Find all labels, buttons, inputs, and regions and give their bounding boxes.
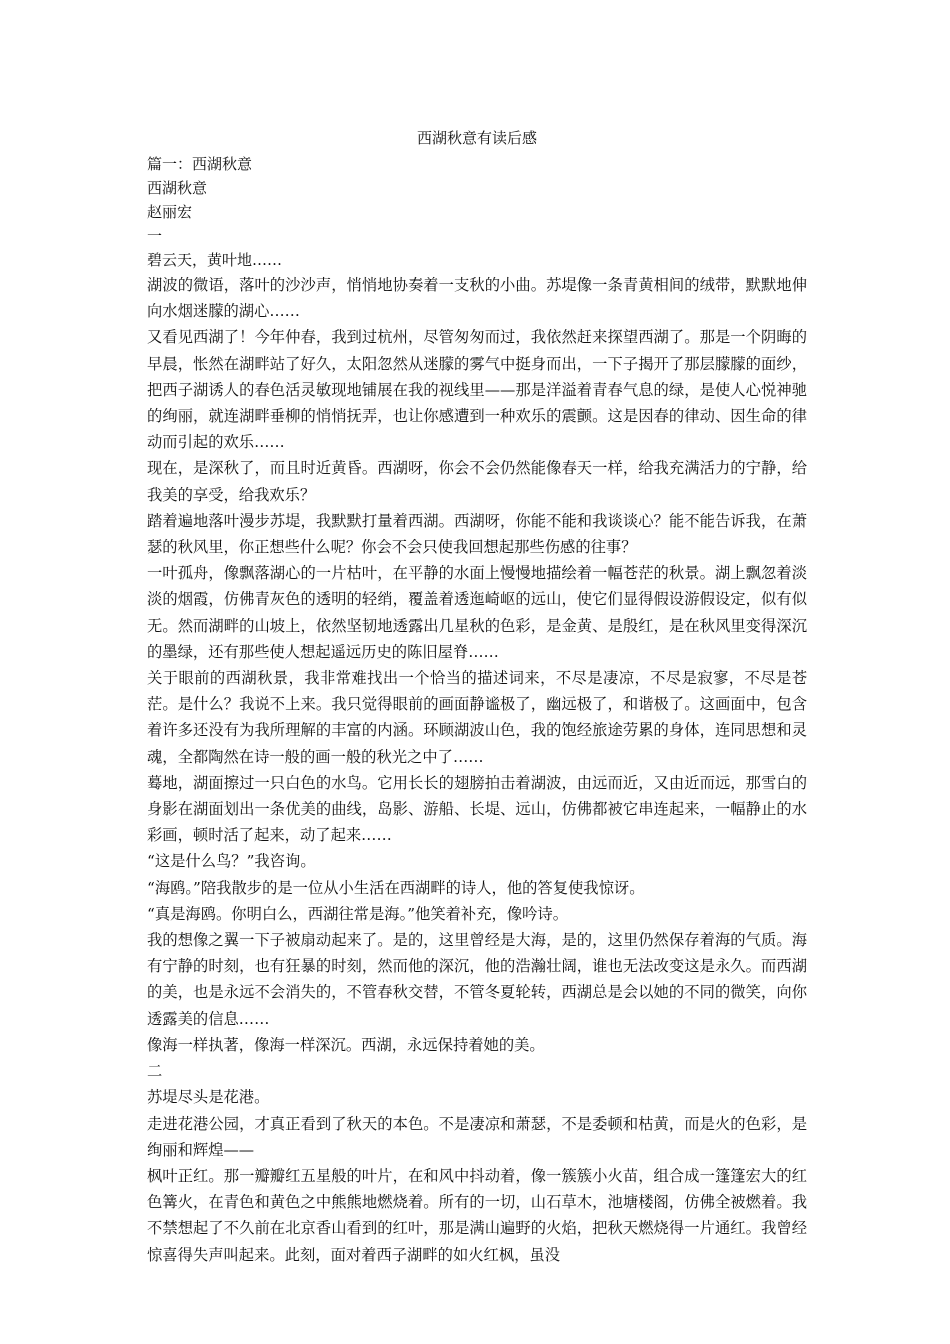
- paragraph: 蓦地，湖面擦过一只白色的水鸟。它用长长的翅膀拍击着湖波，由远而近，又由近而远，那雪白的身影在湖面划出一条优美的曲线，岛影、游船、长堤、远山，仿佛都被它串连起来，一幅静止的水彩画，顿时活了起来，动了起来……: [147, 773, 807, 845]
- paragraph: 苏堤尽头是花港。: [147, 1088, 270, 1107]
- document-page: [147, 126, 807, 1268]
- paragraph: 又看见西湖了！今年仲春，我到过杭州，尽管匆匆而过，我依然赶来探望西湖了。那是一个阴晦的早晨，怅然在湖畔站了好久，太阳忽然从迷朦的雾气中挺身而出，一下子揭开了那层朦朦的面纱，把西子湖诱人的春色活灵敏现地铺展在我的视线里——那是洋溢着青春气息的绿，是使人心悦神驰的绚丽，就连湖畔垂柳的悄悄抚弄，也让你感遭到一种欢乐的震颤。这是因春的律动、因生命的律动而引起的欢乐……: [147, 328, 807, 452]
- paragraph: 枫叶正红。那一瓣瓣红五星般的叶片，在和风中抖动着，像一簇簇小火苗，组合成一篷篷宏大的红色篝火，在青色和黄色之中熊熊地燃烧着。所有的一切，山石草木，池塘楼阁，仿佛全被燃着。我不禁想起了不久前在北京香山看到的红叶，那是满山遍野的火焰，把秋天燃烧得一片通红。我曾经惊喜得失声叫起来。此刻，面对着西子湖畔的如火红枫，虽没: [147, 1166, 807, 1264]
- paragraph: 走进花港公园，才真正看到了秋天的本色。不是凄凉和萧瑟，不是委顿和枯黄，而是火的色彩，是绚丽和辉煌——: [147, 1114, 807, 1159]
- opening-line: 碧云天，黄叶地……: [147, 251, 283, 269]
- dialogue-line: “这是什么鸟？”我咨询。: [147, 852, 316, 871]
- author-name: 赵丽宏: [147, 203, 193, 221]
- paragraph: 踏着遍地落叶漫步苏堤，我默默打量着西湖。西湖呀，你能不能和我谈谈心？能不能告诉我，在萧瑟的秋风里，你正想些什么呢？你会不会只使我回想起那些伤感的往事？: [147, 511, 807, 557]
- paragraph: 像海一样执著，像海一样深沉。西湖，永远保持着她的美。: [147, 1035, 545, 1054]
- part-number: 二: [147, 1062, 163, 1081]
- part-number: 一: [147, 227, 163, 245]
- section-heading: 篇一：西湖秋意: [147, 155, 253, 173]
- paragraph: 关于眼前的西湖秋景，我非常难找出一个恰当的描述词来，不尽是凄凉，不尽是寂寥，不尽是苍茫。是什么？我说不上来。我只觉得眼前的画面静谧极了，幽远极了，和谐极了。这画面中，包含着许多还没有为我所理解的丰富的内涵。环顾湖波山色，我的饱经旅途劳累的身体，连同思想和灵魂，全都陶然在诗一般的画一般的秋光之中了……: [147, 669, 807, 766]
- article-title: 西湖秋意: [147, 179, 208, 197]
- dialogue-line: “海鸥。”陪我散步的是一位从小生活在西湖畔的诗人，他的答复使我惊讶。: [147, 878, 645, 897]
- dialogue-line: “真是海鸥。你明白么，西湖往常是海。”他笑着补充，像吟诗。: [147, 904, 569, 923]
- paragraph: 现在，是深秋了，而且时近黄昏。西湖呀，你会不会仍然能像春天一样，给我充满活力的宁静，给我美的享受，给我欢乐？: [147, 459, 807, 504]
- document-title: 西湖秋意有读后感: [416, 129, 537, 147]
- paragraph: 湖波的微语，落叶的沙沙声，悄悄地协奏着一支秋的小曲。苏堤像一条青黄相间的绒带，默默地伸向水烟迷朦的湖心……: [147, 276, 807, 321]
- paragraph: 我的想像之翼一下子被扇动起来了。是的，这里曾经是大海，是的，这里仍然保存着海的气质。海有宁静的时刻，也有狂暴的时刻，然而他的深沉，他的浩瀚壮阔，谁也无法改变这是永久。而西湖的美，也是永远不会消失的，不管春秋交替，不管冬夏轮转，西湖总是会以她的不同的微笑，向你透露美的信息……: [147, 931, 807, 1028]
- paragraph: 一叶孤舟，像飘落湖心的一片枯叶，在平静的水面上慢慢地描绘着一幅苍茫的秋景。湖上飘忽着淡淡的烟霞，仿佛青灰色的透明的轻绡，覆盖着透迤崎岖的远山，使它们显得假设游假设定，似有似无。然而湖畔的山坡上，依然坚韧地透露出几星秋的色彩，是金黄、是殷红，是在秋风里变得深沉的墨绿，还有那些使人想起遥远历史的陈旧屋脊……: [147, 564, 807, 661]
